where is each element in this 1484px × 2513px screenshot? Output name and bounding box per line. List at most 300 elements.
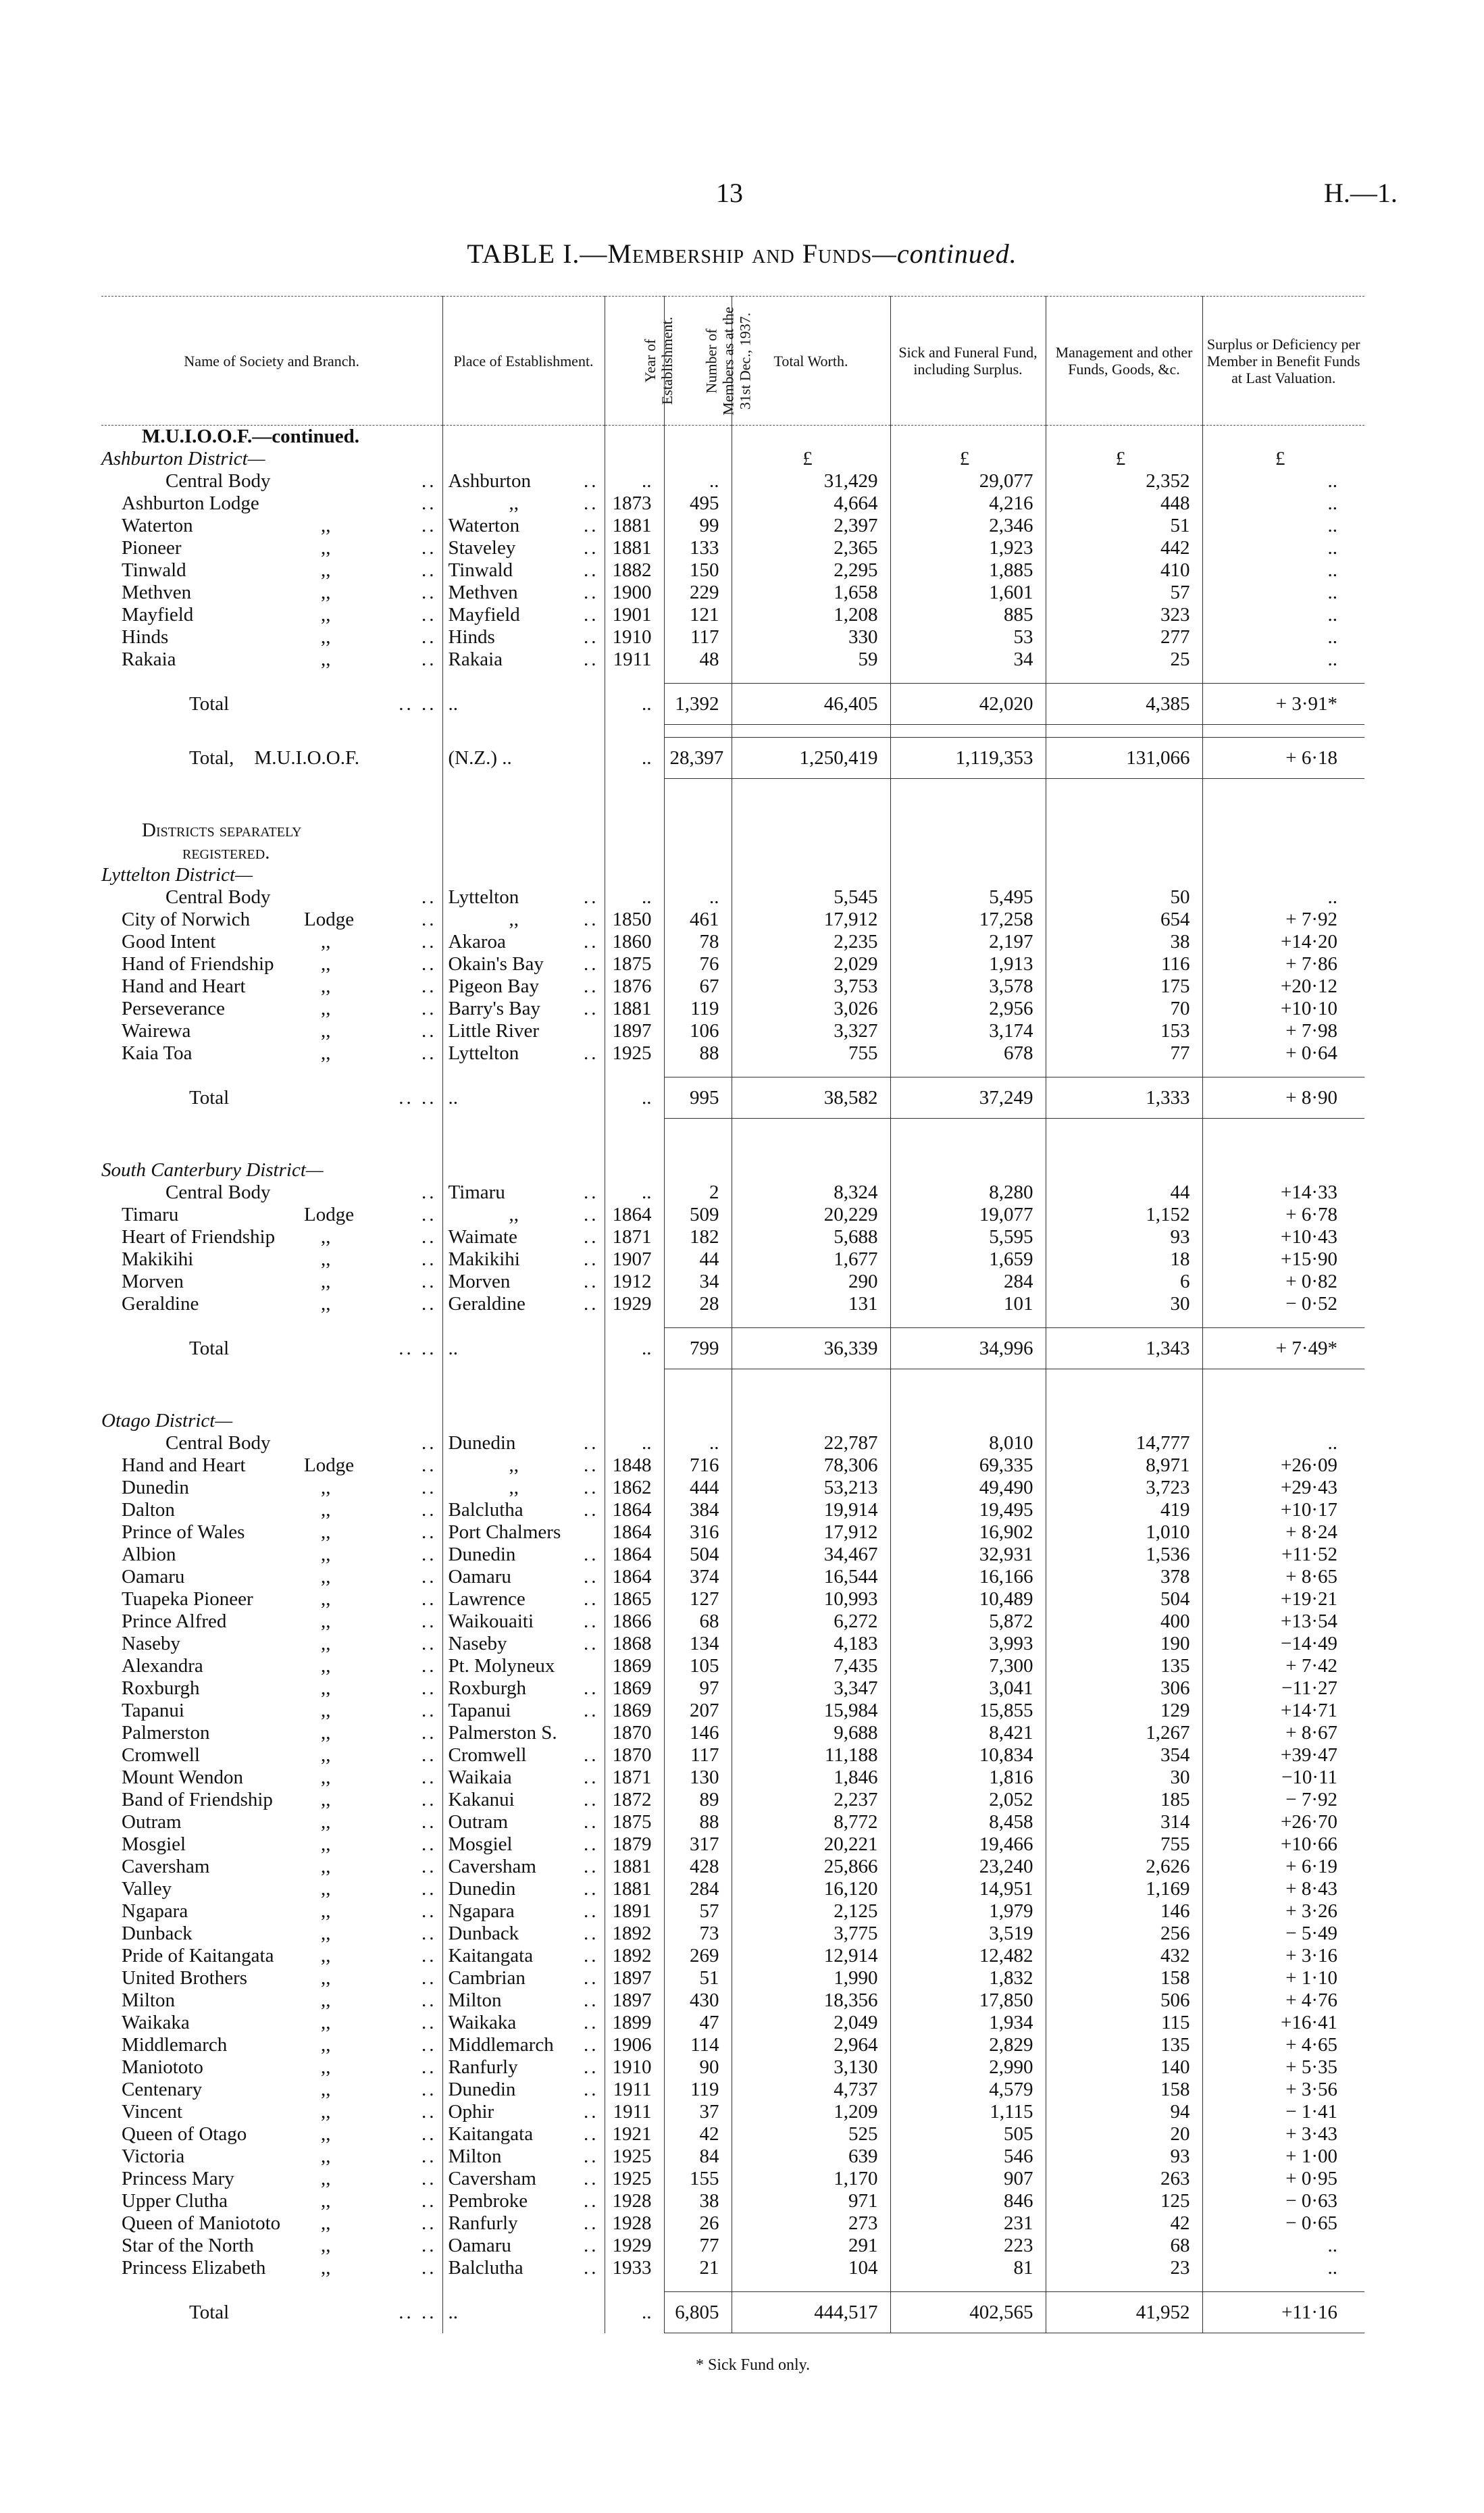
branch-row [101,975,1364,998]
branch-name [101,1767,442,1789]
branch-name [101,2056,442,2079]
branch-type: ,, [321,953,331,975]
branch-row [101,2079,1364,2101]
total-worth: 10,993 [732,1588,890,1610]
branch-name [101,1020,442,1042]
total-year: .. [605,1077,664,1119]
empty-cell [664,448,732,470]
member-count: 114 [664,2034,732,2056]
management-funds: 50 [1046,886,1202,909]
year-established: 1868 [605,1633,664,1655]
leader-dots: .. [584,1878,599,1900]
leader-dots: .. [421,1544,437,1565]
sick-funeral-fund: 5,495 [890,886,1046,909]
empty-cell [442,426,605,449]
place-text: Waikaka [448,2012,517,2033]
branch-name [101,931,442,953]
place-text: Lawrence [448,1588,526,1610]
total-label-text: Total [189,693,230,715]
management-funds: 77 [1046,1042,1202,1065]
empty-cell [1202,725,1364,738]
year-established: 1911 [605,649,664,671]
sick-funeral-fund: 7,300 [890,1655,1046,1677]
leader-dots: .. [421,1967,437,1989]
leader-dots: .. [584,1767,599,1788]
place-text: ,, [509,1477,519,1498]
place-of-establishment [442,953,605,975]
place-of-establishment [442,1722,605,1744]
surplus-deficiency: .. [1202,886,1364,909]
spacer-row [101,1315,1364,1328]
spacer-row [101,1119,1364,1160]
place-text: Kaitangata [448,1945,534,1966]
header-management: Management and other Funds, Goods, &c. [1046,297,1202,426]
empty-cell [1046,426,1202,449]
empty-cell [442,1315,605,1328]
management-funds: 42 [1046,2212,1202,2235]
year-established: 1866 [605,1610,664,1633]
branch-type: ,, [321,1989,331,2011]
year-established: 1850 [605,909,664,931]
leader-dots: .. [421,1432,437,1454]
branch-type: ,, [321,1722,331,1744]
branch-type: ,, [321,1521,331,1543]
leader-dots: .. [584,975,599,997]
year-established: 1869 [605,1677,664,1700]
branch-name [101,1655,442,1677]
branch-type: Lodge [304,909,355,930]
leader-dots: .. [584,1811,599,1833]
member-count: 42 [664,2123,732,2146]
leader-dots: .. [421,2212,437,2234]
leader-dots: .. [584,1989,599,2011]
surplus-deficiency: + 7·98 [1202,1020,1364,1042]
empty-cell [101,1315,442,1328]
total-worth: 330 [732,626,890,649]
empty-cell [1202,426,1364,449]
leader-dots: .. [584,2212,599,2234]
section-heading [101,842,1364,864]
leader-dots: .. [421,953,437,975]
surplus-deficiency: .. [1202,2235,1364,2257]
sick-funeral-fund: 885 [890,604,1046,626]
leader-dots: .. [421,1700,437,1721]
branch-name [101,909,442,931]
branch-row [101,1633,1364,1655]
district-heading-cell [101,864,442,886]
sick-funeral-fund: 14,951 [890,1878,1046,1900]
member-count: 76 [664,953,732,975]
branch-name-text: Rakaia [122,649,176,670]
branch-row [101,1677,1364,1700]
member-count: 284 [664,1878,732,1900]
place-of-establishment [442,1967,605,1989]
year-established: 1881 [605,998,664,1020]
branch-row [101,1655,1364,1677]
place-of-establishment [442,2123,605,2146]
empty-cell [1046,1065,1202,1077]
branch-name-text: Victoria [122,2146,185,2167]
total-surplus: + 6·18 [1202,738,1364,779]
empty-cell [890,1410,1046,1432]
leader-dots: .. [584,1633,599,1654]
year-established: 1882 [605,559,664,582]
branch-type: ,, [321,2101,331,2123]
empty-cell [732,779,890,820]
year-established: 1864 [605,1521,664,1544]
surplus-deficiency: +14·20 [1202,931,1364,953]
place-text: Waterton [448,515,520,536]
member-count: 133 [664,537,732,559]
management-funds: 57 [1046,582,1202,604]
branch-name-text: Good Intent [122,931,216,953]
member-count: 121 [664,604,732,626]
sick-funeral-fund: 16,166 [890,1566,1046,1588]
place-text: Cromwell [448,1744,527,1766]
place-of-establishment [442,2168,605,2190]
branch-name [101,2190,442,2212]
total-worth: 1,209 [732,2101,890,2123]
leader-dots: .. [584,953,599,975]
place-text: Geraldine [448,1293,526,1315]
empty-cell [101,779,442,820]
spacer-row [101,779,1364,820]
branch-name [101,1811,442,1833]
surplus-deficiency: − 0·52 [1202,1293,1364,1315]
branch-name-text: Mount Wendon [122,1767,243,1788]
branch-name-text: Central Body [165,1182,271,1203]
year-established: 1848 [605,1454,664,1477]
branch-name-text: Hand of Friendship [122,953,274,975]
branch-name [101,515,442,537]
place-of-establishment [442,1989,605,2012]
surplus-deficiency: .. [1202,626,1364,649]
surplus-deficiency: +26·09 [1202,1454,1364,1477]
leader-dots: .. [584,1588,599,1610]
management-funds: 1,152 [1046,1204,1202,1226]
branch-name-text: Pride of Kaitangata [122,1945,274,1966]
leader-dots: .. [584,2079,599,2100]
empty-cell [890,779,1046,820]
branch-type: ,, [321,1923,331,1944]
total-worth: 2,295 [732,559,890,582]
member-count: 146 [664,1722,732,1744]
branch-name [101,559,442,582]
total-worth: 3,753 [732,975,890,998]
branch-type: ,, [321,1700,331,1721]
management-funds: 314 [1046,1811,1202,1833]
place-text: Milton [448,2146,502,2167]
total-worth: 8,772 [732,1811,890,1833]
member-count: 134 [664,1633,732,1655]
member-count: 229 [664,582,732,604]
empty-cell [664,426,732,449]
empty-cell [732,1315,890,1328]
place-text: Palmerston S. [448,1722,557,1744]
total-worth: 31,429 [732,470,890,492]
leader-dots: .. [584,1182,599,1203]
member-count: 21 [664,2257,732,2279]
leader-dots: .. [584,604,599,626]
total-worth: 18,356 [732,1989,890,2012]
branch-row [101,909,1364,931]
management-funds: 25 [1046,649,1202,671]
branch-name-text: Oamaru [122,1566,185,1588]
empty-cell [442,779,605,820]
empty-cell [664,842,732,864]
branch-type: ,, [321,1856,331,1877]
leader-dots: .. [584,1248,599,1270]
management-funds: 146 [1046,1900,1202,1923]
total-worth: 59 [732,649,890,671]
district-heading [101,864,1364,886]
leader-dots: .. [584,1900,599,1922]
leader-dots: .. [584,1477,599,1498]
member-count: 37 [664,2101,732,2123]
surplus-deficiency: +10·10 [1202,998,1364,1020]
member-count: 78 [664,931,732,953]
empty-cell [664,864,732,886]
branch-name-text: Waikaka [122,2012,190,2033]
leader-dots: .. [584,1967,599,1989]
empty-cell [605,864,664,886]
leader-dots: .. [584,582,599,603]
place-of-establishment [442,998,605,1020]
surplus-deficiency: + 7·86 [1202,953,1364,975]
district-heading-text: South Canterbury District— [101,1159,324,1181]
branch-type: ,, [321,1226,331,1248]
leader-dots: .. [421,1566,437,1588]
spacer-row [101,1065,1364,1077]
leader-dots: .. .. [399,1087,437,1109]
branch-row [101,953,1364,975]
branch-name [101,1700,442,1722]
empty-cell [664,1410,732,1432]
place-text: Lyttelton [448,886,519,908]
total-surplus: + 7·49* [1202,1328,1364,1369]
branch-name [101,1923,442,1945]
place-text: Port Chalmers [448,1521,561,1543]
page-number: 13 [716,178,743,208]
management-funds: 93 [1046,2146,1202,2168]
empty-cell [442,1119,605,1160]
management-funds: 153 [1046,1020,1202,1042]
empty-cell [732,1369,890,1411]
empty-cell [1202,864,1364,886]
header-total-worth: Total Worth. [732,297,890,426]
place-of-establishment [442,1182,605,1204]
place-of-establishment [442,1655,605,1677]
place-text: Balclutha [448,1499,523,1521]
year-established: .. [605,886,664,909]
total-sick-fund: 34,996 [890,1328,1046,1369]
place-text: Waimate [448,1226,517,1248]
branch-row [101,626,1364,649]
member-count: 117 [664,626,732,649]
leader-dots: .. [421,998,437,1019]
sick-funeral-fund: 53 [890,626,1046,649]
branch-type: ,, [321,2012,331,2033]
member-count: 150 [664,559,732,582]
management-funds: 1,536 [1046,1544,1202,1566]
total-worth: 4,737 [732,2079,890,2101]
management-funds: 400 [1046,1610,1202,1633]
place-text: Methven [448,582,518,603]
leader-dots: .. [421,1248,437,1270]
year-established: 1911 [605,2079,664,2101]
branch-row [101,1967,1364,1989]
total-worth: 525 [732,2123,890,2146]
year-established: 1892 [605,1945,664,1967]
leader-dots: .. [421,1271,437,1292]
member-count: 38 [664,2190,732,2212]
place-text: Mosgiel [448,1833,513,1855]
branch-type: ,, [321,1677,331,1699]
empty-cell [1202,2279,1364,2292]
branch-name-text: Central Body [165,886,271,908]
leader-dots: .. [421,1521,437,1543]
branch-type: ,, [321,1789,331,1810]
member-count: 461 [664,909,732,931]
total-worth: 5,688 [732,1226,890,1248]
year-established: 1862 [605,1477,664,1499]
sick-funeral-fund: 1,934 [890,2012,1046,2034]
year-established: 1925 [605,2146,664,2168]
leader-dots: .. [584,1566,599,1588]
sick-funeral-fund: 19,466 [890,1833,1046,1856]
leader-dots: .. [584,1945,599,1966]
branch-row [101,1020,1364,1042]
sick-funeral-fund: 15,855 [890,1700,1046,1722]
branch-name [101,537,442,559]
section-heading-text: registered. [182,842,270,863]
year-established: 1906 [605,2034,664,2056]
surplus-deficiency: +26·70 [1202,1811,1364,1833]
branch-type: ,, [321,2123,331,2145]
society-heading-text: M.U.I.O.O.F.—continued. [142,426,359,447]
branch-name [101,1454,442,1477]
sick-funeral-fund: 32,931 [890,1544,1046,1566]
empty-cell [1046,1159,1202,1182]
leader-dots: .. [421,1878,437,1900]
sick-funeral-fund: 34 [890,649,1046,671]
place-of-establishment [442,1811,605,1833]
district-heading-text: Ashburton District— [101,448,265,469]
leader-dots: .. [421,2101,437,2123]
branch-name [101,1499,442,1521]
leader-dots: .. [421,492,437,514]
leader-dots: .. [421,1811,437,1833]
branch-type: ,, [321,537,331,559]
place-of-establishment [442,537,605,559]
branch-row [101,1878,1364,1900]
surplus-deficiency: +10·66 [1202,1833,1364,1856]
branch-row [101,1293,1364,1315]
management-funds: 115 [1046,2012,1202,2034]
branch-type: ,, [321,1020,331,1042]
total-worth: 639 [732,2146,890,2168]
leader-dots: .. [421,1833,437,1855]
year-established: 1933 [605,2257,664,2279]
branch-row [101,2056,1364,2079]
member-count: 88 [664,1811,732,1833]
place-text: ,, [509,1204,519,1225]
branch-row [101,1767,1364,1789]
total-management: 131,066 [1046,738,1202,779]
year-established: 1899 [605,2012,664,2034]
management-funds: 2,626 [1046,1856,1202,1878]
branch-row [101,649,1364,671]
surplus-deficiency: .. [1202,1432,1364,1454]
surplus-deficiency: + 6·78 [1202,1204,1364,1226]
leader-dots: .. [421,1722,437,1744]
branch-name [101,2012,442,2034]
management-funds: 140 [1046,2056,1202,2079]
sick-funeral-fund: 2,052 [890,1789,1046,1811]
member-count: 444 [664,1477,732,1499]
year-established: 1925 [605,1042,664,1065]
total-place: .. [442,684,605,725]
management-funds: 51 [1046,515,1202,537]
branch-row [101,1789,1364,1811]
sick-funeral-fund: 4,579 [890,2079,1046,2101]
management-funds: 8,971 [1046,1454,1202,1477]
total-worth: 9,688 [732,1722,890,1744]
empty-cell [664,2279,732,2292]
table-body [101,426,1364,2333]
branch-type: ,, [321,1477,331,1498]
total-year: .. [605,684,664,725]
sick-funeral-fund: 1,816 [890,1767,1046,1789]
total-worth: 8,324 [732,1182,890,1204]
branch-type: ,, [321,1610,331,1632]
branch-name-text: Hand and Heart [122,1454,246,1476]
leader-dots: .. [421,1633,437,1654]
leader-dots: .. [584,2101,599,2123]
year-established: 1929 [605,2235,664,2257]
management-funds: 410 [1046,559,1202,582]
leader-dots: .. [421,1020,437,1042]
member-count: 716 [664,1454,732,1477]
place-of-establishment [442,2079,605,2101]
management-funds: 23 [1046,2257,1202,2279]
branch-row [101,2034,1364,2056]
leader-dots: .. [584,2034,599,2056]
place-text: Oamaru [448,2235,511,2256]
surplus-deficiency: .. [1202,537,1364,559]
total-sick-fund: 1,119,353 [890,738,1046,779]
leader-dots: .. [421,1945,437,1966]
leader-dots: .. [421,2146,437,2167]
management-funds: 2,352 [1046,470,1202,492]
year-established: 1881 [605,515,664,537]
leader-dots: .. [421,1499,437,1521]
sick-funeral-fund: 1,115 [890,2101,1046,2123]
management-funds: 68 [1046,2235,1202,2257]
empty-cell [732,2279,890,2292]
branch-name-text: Alexandra [122,1655,203,1677]
place-text: Pigeon Bay [448,975,540,997]
empty-cell [732,842,890,864]
branch-name [101,1293,442,1315]
total-label-text: Total [189,2302,230,2323]
year-established: 1875 [605,953,664,975]
total-worth: 1,677 [732,1248,890,1271]
branch-name-text: City of Norwich [122,909,251,930]
sick-funeral-fund: 3,519 [890,1923,1046,1945]
leader-dots: .. [421,2056,437,2078]
total-management: 4,385 [1046,684,1202,725]
